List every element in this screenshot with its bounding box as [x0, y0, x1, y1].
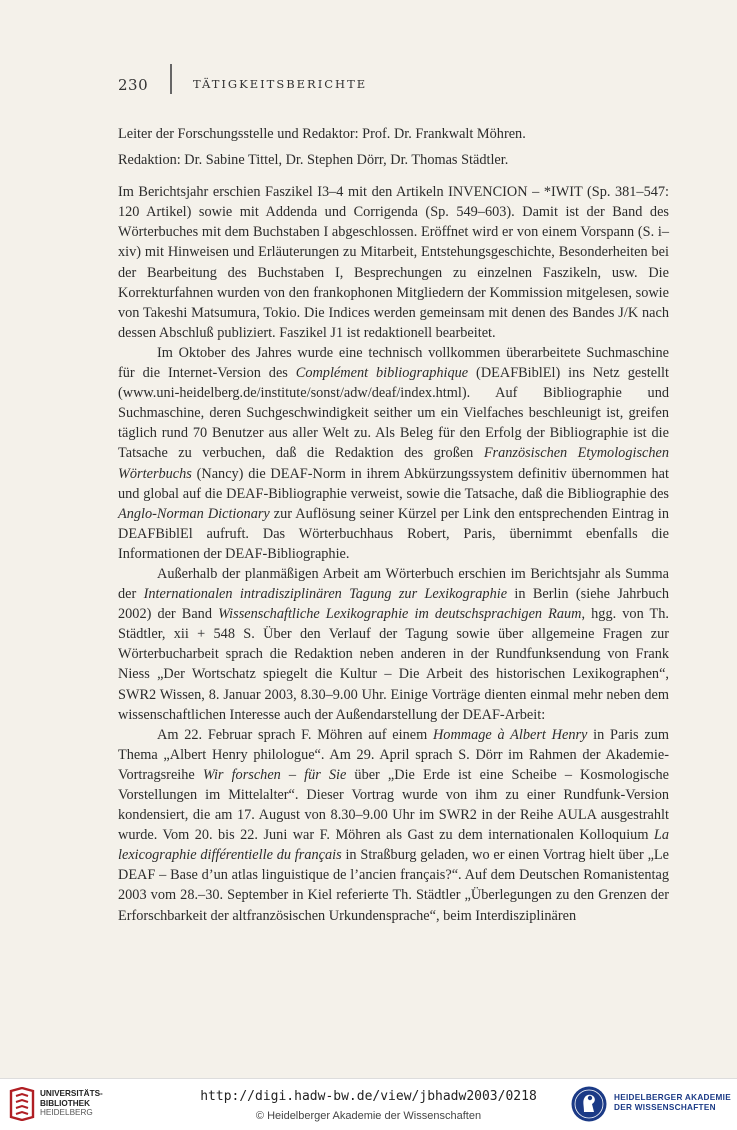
ub-line-1: UNIVERSITÄTS-: [40, 1089, 103, 1098]
italic-title: Complément bibliographique: [295, 365, 469, 382]
paragraph-staff-head: Leiter der Forschungsstelle und Redaktor: Prof. Dr. Frankwalt Möhren.: [118, 126, 526, 142]
italic-title: Wir forschen – für Sie: [202, 766, 347, 783]
italic-title: Hommage à Albert Henry: [432, 726, 588, 743]
text-run: , hgg. von Th. Städtler, xii + 548 S. Über den Verlauf der Tagung sowie über allgemeine Fragen zur Wörterbucharbeit sprach die Redaktion neben anderen in der Rundfunksendung von Frank Niess „Der Wortschatz spiegelt die Kultur – Die Arbeit des historischen Lexikographen“, SWR2 Wissen, 8. Januar 2003, 8.30–9.00 Uhr. Einige Vorträge dienten einmal mehr neben dem wissenschaftlichen Interesse auch der Außendarstellung der DEAF-Arbeit:: [118, 606, 669, 723]
text-run: zur Auflösung seiner Kürzel per Link den entsprechenden Eintrag in DEAFBiblEl aufruft. Das Wörterbuchhaus Robert, Paris, übernimmt ebenfalls die Informationen der DEAF-Bibliographie.: [118, 505, 669, 562]
italic-title: Anglo-Norman Dictionary: [118, 505, 270, 522]
permalink-url[interactable]: http://digi.hadw-bw.de/view/jbhadw2003/0218: [200, 1089, 537, 1104]
copyright-notice: © Heidelberger Akademie der Wissenschaften: [255, 1110, 482, 1122]
text-run: in Berlin (siehe Jahrbuch 2002) der Band: [118, 586, 669, 623]
text-run: Außerhalb der planmäßigen Arbeit am Wörterbuch erschien im Berichtsjahr als Summa der: [118, 565, 669, 603]
hadw-line-2: DER WISSENSCHAFTEN: [614, 1103, 716, 1112]
paragraph-staff-editors: Redaktion: Dr. Sabine Tittel, Dr. Stephen Dörr, Dr. Thomas Städtler.: [118, 152, 509, 169]
ub-line-2: BIBLIOTHEK: [40, 1098, 91, 1108]
paragraph-search-engine: [118, 343, 669, 564]
italic-title: Wissenschaftliche Lexikographie im deutschsprachigen Raum: [218, 606, 582, 623]
paragraph-fascicle: Im Berichtsjahr erschien Faszikel I3–4 mit den Artikeln INVENCION – *IWIT (Sp. 381–547: 120 Artikel) sowie mit Addenda und Corrigenda (Sp. 549–603). Damit ist der Band des Wörterbuches mit dem Buchstaben I abgeschlossen. Eröffnet wird er von einem Vorspann (S. i–xiv) mit Hinweisen und Erläuterungen zu Mitarbeit, Entstehungsgeschichte, Besonderheiten bei der Bearbeitung des Buchstaben I, Besprechungen zu einzelnen Faszikeln, usw. Die Korrekturfahnen wurden von den frankophonen Mitgliedern der Kommission mitgelesen, sowie von Takeshi Matsumura, Tokio. Die Indices werden gemeinsam mit denen des Bandes J/K nach dessen Abschluß publiziert. Faszikel J1 ist redaktionell bearbeitet.: [118, 184, 669, 341]
header-divider: [170, 64, 172, 94]
page-number: 230: [118, 76, 149, 94]
italic-title: Französischen Etymologischen Wörterbuchs: [118, 445, 669, 482]
text-run: über „Die Erde ist eine Scheibe – Kosmologische Vorstellungen im Mittelalter“. Dieser Vortrag wurde von ihm zu einer Rundfunk-Version kondensiert, die am 17. August von 8.30–9.00 Uhr im SWR2 in der Reihe AULA ausgestrahlt wurde. Vom 20. bis 22. Juni war F. Möhren als Gast zu dem internationalen Kolloquium: [118, 766, 669, 844]
text-run: in Paris zum Thema „Albert Henry philologue“. Am 29. April sprach S. Dörr im Rahmen der Akademie-Vortragsreihe: [118, 726, 669, 783]
text-run: in Straßburg geladen, wo er einen Vortrag hielt über „Le DEAF – Base d’un atlas linguistique de l’ancien français?“. Auf dem Deutschen Romanistentag 2003 vom 28.–30. September in Kiel referierte Th. Städtler „Überlegungen zu den Grenzen der Erforschbarkeit der altfranzösischen Urkundensprache“, beim Interdisziplinären: [118, 847, 670, 924]
italic-title: La lexicographie différentielle du français: [118, 827, 669, 864]
hadw-line-1: HEIDELBERGER AKADEMIE: [614, 1093, 731, 1102]
text-run: (DEAFBiblEl) ins Netz gestellt (www.uni-heidelberg.de/institute/sonst/adw/deaf/index.html). Auf Bibliographie und Suchmaschine, deren Suchgeschwindigkeit seither um ein Vielfaches beschleunigt ist, greifen täglich rund 70 Benutzer aus aller Welt zu. Als Beleg für den Erfolg der Bibliographie ist die Tatsache zu verbuchen, daß die Redaktion des großen: [118, 365, 669, 462]
text-run: (Nancy) die DEAF-Norm in ihrem Abkürzungssystem definitiv übernommen hat und global auf die DEAF-Bibliographie verweist, sowie die Tatsache, daß die Bibliographie des: [118, 465, 669, 502]
academy-name: [614, 1093, 731, 1113]
academy-seal-icon[interactable]: [570, 1085, 608, 1123]
text-run: Im Oktober des Jahres wurde eine technisch vollkommen überarbeitete Suchmaschine für die Internet-Version des: [118, 344, 669, 382]
running-title: TÄTIGKEITSBERICHTE: [193, 77, 368, 91]
ub-line-3: HEIDELBERG: [40, 1108, 93, 1117]
italic-title: Internationalen intradisziplinären Tagung zur Lexikographie: [143, 586, 508, 603]
paragraph-lectures: [118, 725, 669, 926]
paragraph-lexicography: [118, 564, 669, 725]
digitization-footer: [0, 1078, 737, 1130]
text-run: Am 22. Februar sprach F. Möhren auf einem: [157, 726, 433, 743]
body-text: [118, 124, 669, 926]
